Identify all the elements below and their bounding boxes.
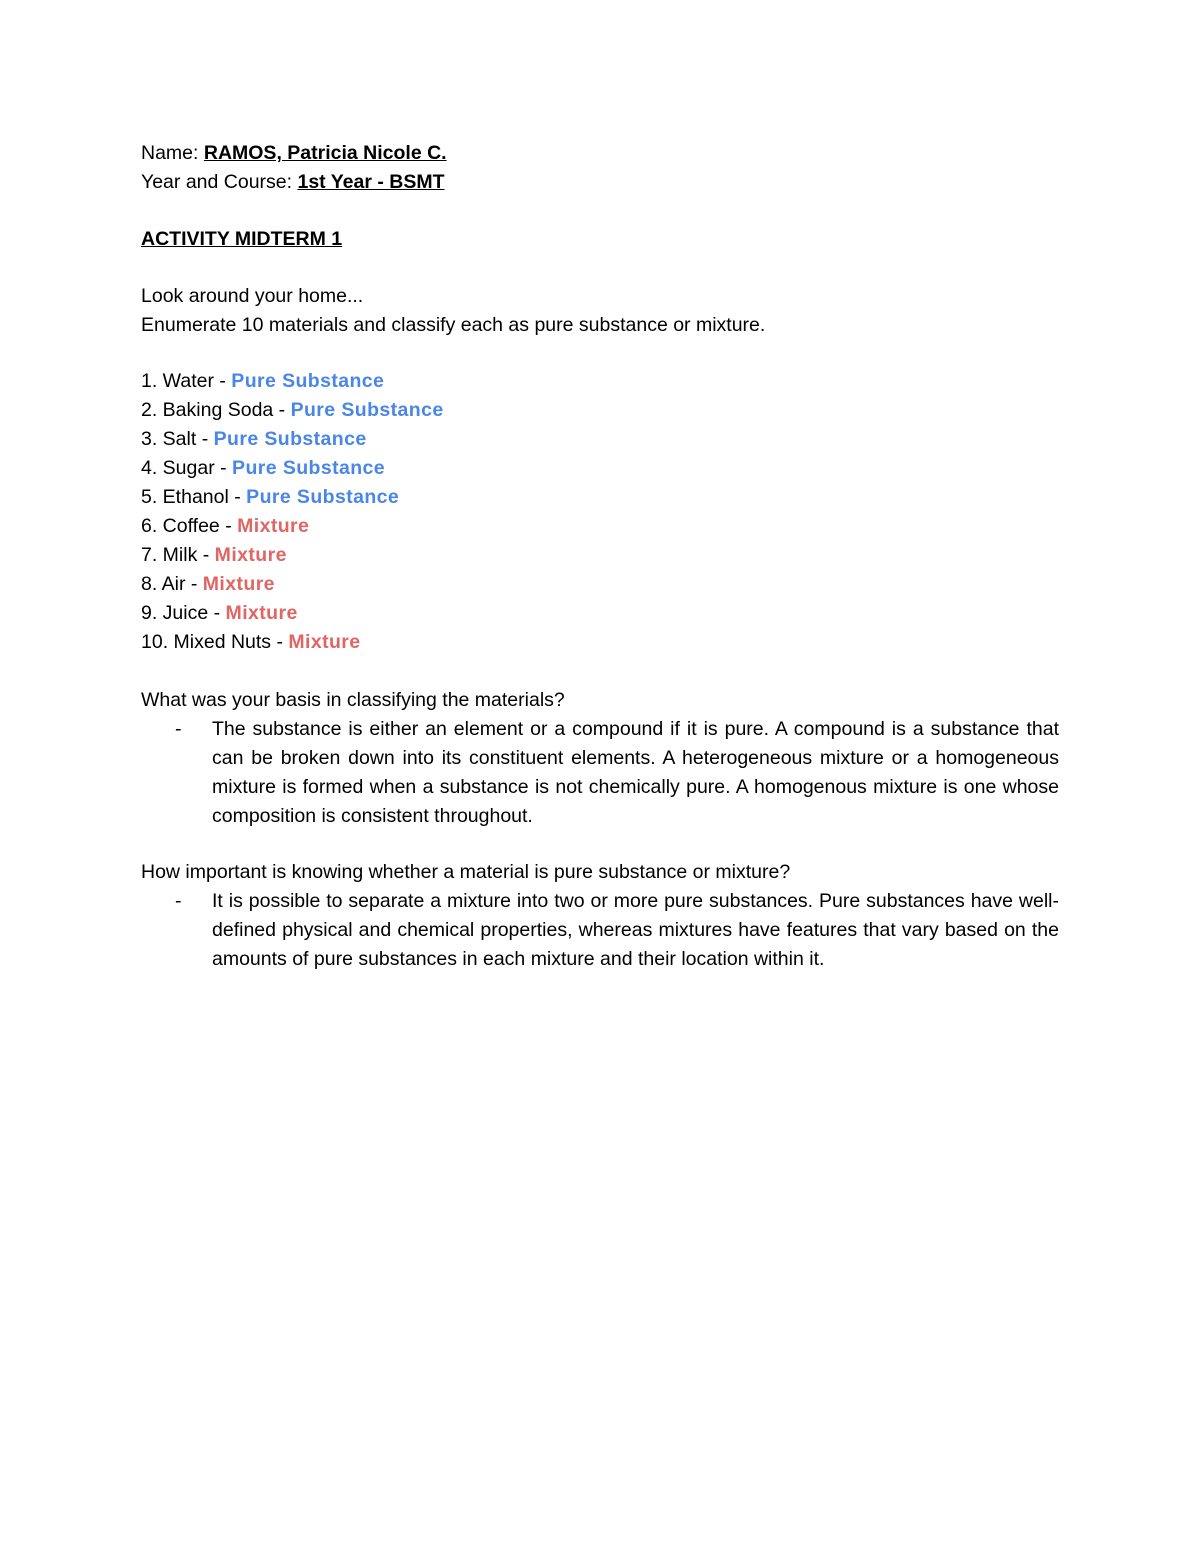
list-item: [141, 628, 1059, 657]
material-label: 5. Ethanol -: [141, 486, 247, 508]
classification-pure: Pure Substance: [232, 457, 386, 479]
intro-line-2: Enumerate 10 materials and classify each as pure substance or mixture.: [141, 314, 766, 336]
classification-pure: Pure Substance: [246, 486, 400, 508]
list-item: [141, 483, 1059, 512]
classification-mixture: Mixture: [237, 515, 310, 537]
classification-pure: Pure Substance: [290, 399, 444, 421]
activity-title: ACTIVITY MIDTERM 1: [141, 228, 343, 250]
course-label: Year and Course:: [141, 171, 298, 193]
bullet-dash: -: [175, 718, 182, 740]
material-label: 8. Air -: [141, 573, 203, 595]
material-label: 6. Coffee -: [141, 515, 238, 537]
bullet-dash: -: [175, 890, 182, 912]
material-label: 3. Salt -: [141, 428, 214, 450]
answer-text: The substance is either an element or a compound if it is pure. A compound is a substance that can be broken down into its constituent elements. A heterogeneous mixture or a homogeneous mixture is formed when a substance is not chemically pure. A homogenous mixture is one whose composition is consistent throughout.: [212, 718, 1059, 827]
course-line: [141, 168, 1059, 197]
material-label: 1. Water -: [141, 370, 232, 392]
classification-mixture: Mixture: [202, 573, 275, 595]
classification-mixture: Mixture: [214, 544, 287, 566]
course-value: 1st Year - BSMT: [297, 171, 445, 193]
list-item: [141, 570, 1059, 599]
material-label: 7. Milk -: [141, 544, 215, 566]
materials-list: [141, 367, 1059, 657]
answer-2: [141, 887, 1059, 974]
list-item: [141, 541, 1059, 570]
list-item: [141, 425, 1059, 454]
answer-1: [141, 715, 1059, 831]
material-label: 9. Juice -: [141, 602, 226, 624]
classification-mixture: Mixture: [225, 602, 298, 624]
question-2: How important is knowing whether a material is pure substance or mixture?: [141, 861, 791, 883]
list-item: [141, 396, 1059, 425]
name-label: Name:: [141, 142, 204, 164]
list-item: [141, 367, 1059, 396]
answer-text: It is possible to separate a mixture into two or more pure substances. Pure substances have well-defined physical and chemical properties, whereas mixtures have features that vary based on the amounts of pure substances in each mixture and their location within it.: [212, 890, 1059, 970]
classification-pure: Pure Substance: [213, 428, 367, 450]
list-item: [141, 454, 1059, 483]
intro-line-1: Look around your home...: [141, 285, 364, 307]
student-name: RAMOS, Patricia Nicole C.: [203, 142, 447, 164]
material-label: 10. Mixed Nuts -: [141, 631, 289, 653]
document-page: [141, 139, 1059, 974]
list-item: [141, 512, 1059, 541]
classification-mixture: Mixture: [288, 631, 361, 653]
list-item: [141, 599, 1059, 628]
classification-pure: Pure Substance: [231, 370, 385, 392]
material-label: 2. Baking Soda -: [141, 399, 291, 421]
question-1: What was your basis in classifying the materials?: [141, 689, 565, 711]
name-line: [141, 139, 1059, 168]
material-label: 4. Sugar -: [141, 457, 233, 479]
